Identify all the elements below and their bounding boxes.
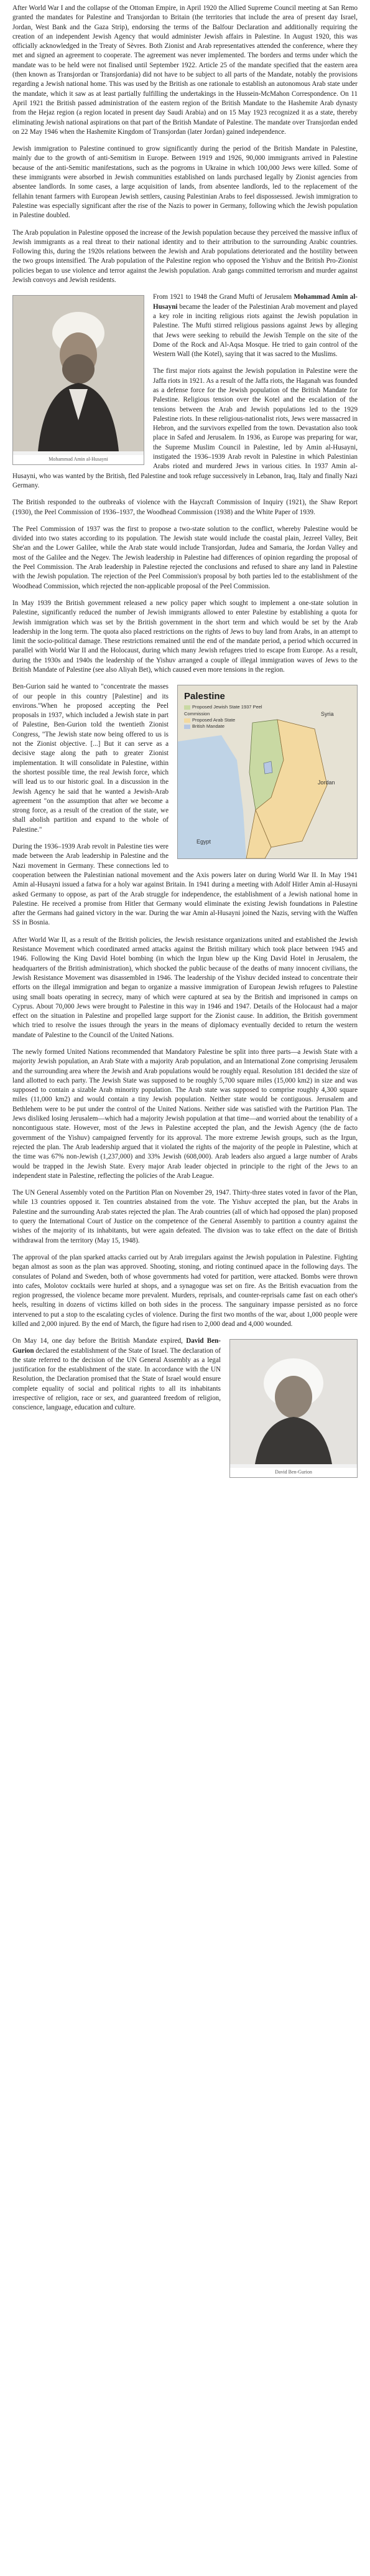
ben-gurion-name: David Ben-Gurion xyxy=(12,1337,221,1355)
map-legend xyxy=(184,704,265,730)
paragraph-un-vote: The UN General Assembly voted on the Partition Plan on November 29, 1947. Thirty-three states voted in favor of the Plan, while 13 countries opposed it. Ten countries abstained from the vote. The Yishuv accepted the plan, but the Arabs in Palestine and the surrounding Arab states rejected the plan. The Arab countries (all of which had opposed the plan) proposed to query the International Court of Justice on the competence of the General Assembly to partition a country against the wishes of the majority of its inhabitants, but were again defeated. The division was to take effect on the date of British withdrawal from the territory (May 15, 1948). xyxy=(12,1189,358,1244)
mufti-photo xyxy=(12,295,144,465)
legend-swatch-british xyxy=(184,725,190,729)
mufti-caption: Mohammad Amin al-Husayni xyxy=(13,455,144,465)
legend-label: British Mandate xyxy=(192,723,225,730)
legend-item xyxy=(184,717,265,723)
paragraph-white-paper: In May 1939 the British government released a new policy paper which sought to implement a one-state solution in Palestine, significantly reduced the number of Jewish immigrants allowed to enter Palestine by establishing a quota for Jewish immigration which was set by the British government in the short term and which would be set by the Arab leadership in the long term. The quota also placed restrictions on the rights of Jews to buy land from Arabs, in an attempt to limit the socio-political damage. These restrictions remained until the end of the mandate period, a period which occurred in parallel with World War II and the Holocaust, during which many Jewish refugees tried to escape from Europe. As a result, during the 1930s and 1940s the leadership of the Yishuv arranged a couple of illegal immigration waves of Jews to the British Mandate of Palestine (see also Aliyah Bet), which caused even more tensions in the region. xyxy=(12,599,358,674)
paragraph-riots: The first major riots against the Jewish population in Palestine were the Jaffa riots in 1921. As a result of the Jaffa riots, the Haganah was founded as a defense force for the Jewish population of the British Mandate for Palestine. Religious tension over the Kotel and the escalation of the tensions between the Arab and Jewish populations led to the 1929 Palestine riots. In these religious-nationalist riots, Jews were massacred in Hebron, and the survivors expelled from the town. Devastation also took place in Safed and Jerusalem. In 1936, as Europe was preparing for war, the Supreme Muslim Council in Palestine, led by Amin al-Husayni, instigated the 1936–1939 Arab revolt in Palestine in which Palestinian Arabs rioted and murdered Jews in various cities. In 1937 Amin al-Husayni, who was wanted by the British, fled Palestine and took refuge successively in Lebanon, Iraq, Italy and finally Nazi Germany. xyxy=(12,367,358,489)
paragraph-arab-opposition: The Arab population in Palestine opposed the increase of the Jewish population because they perceived the massive influx of Jewish immigrants as a real threat to their national identity and to their attribution to the surrounding Arabic countries. Following this, during the 1920s relations between the Jewish and Arab populations deteriorated and the hostility between the two groups intensified. The Arab population of the Palestine region who opposed the Yishuv and the British Pro-Zionist policies began to use violence and terror against the Jewish population. Arab gangs committed terrorism and murder against Jewish convoys and Jewish residents. xyxy=(12,228,358,284)
legend-swatch-jewish xyxy=(184,705,190,710)
declaration-lead: On May 14, one day before the British Mandate expired, xyxy=(12,1337,187,1345)
ben-gurion-caption: David Ben-Gurion xyxy=(230,1468,357,1478)
paragraph-mandate: After World War I and the collapse of the Ottoman Empire, in April 1920 the Allied Supreme Council meeting at San Remo granted the mandates for Palestine and Transjordan to Britain (the territories that include the area of present day Israel, Jordan, West Bank and the Gaza Strip), endorsing the terms of the Balfour Declaration and additionally requiring the creation of an independent Jewish Agency that would administer Jewish affairs in Palestine. In August 1920, this was officially acknowledged in the Treaty of Sèvres. Both Zionist and Arab representatives attended the conference, where they met and signed an agreement to cooperate. The agreement was never implemented. The borders and terms under which the mandate was to be held were not finalised until September 1922. Article 25 of the mandate specified that the eastern area (then known as Transjordan or Transjordania) did not have to be subject to all parts of the Mandate, notably the provisions regarding a Jewish national home. This was used by the British as one rationale to establish an autonomous Arab state under the mandate, which it saw as at least partially fulfilling the undertakings in the Hussein-McMahon Correspondence. On 11 April 1921 the British passed administration of the eastern region of the British Mandate to the Hashemite Arab dynasty from the Hejaz region (a region located in present day Saudi Arabia) and on 15 May 1923 recognized it as a state, thereby eliminating Jewish national aspirations on that part of the British Mandate of Palestine. The mandate over Transjordan ended on 22 May 1946 when the Hashemite Kingdom of Transjordan (later Jordan) gained independence. xyxy=(12,4,358,136)
paragraph-ben-gurion-quote: Ben-Gurion said he wanted to "concentrate the masses of our people in this country [Palestine] and its environs."When he proposed accepting the Peel proposals in 1937, which included a Jewish state in part of Palestine, Ben-Gurion told the twentieth Zionist Congress, "The Jewish state now being offered to us is not the Zionist objective. [...] But it can serve as a decisive stage along the path to greater Zionist implementation. It will consolidate in Palestine, within the shortest possible time, the real Jewish force, which will lead us to our historic goal. In a discussion in the Jewish Agency he said that he wanted a Jewish-Arab agreement "on the assumption that after we become a strong force, as a result of the creation of the state, we shall abolish partition and expand to the whole of Palestine." xyxy=(12,683,169,834)
article xyxy=(12,0,358,1495)
mufti-name: Mohammad Amin al-Husayni xyxy=(153,293,358,311)
paragraph-civil-war: The approval of the plan sparked attacks carried out by Arab irregulars against the Jewish population in Palestine. Fighting began almost as soon as the plan was approved. Shooting, stoning, and rioting continued apace in the following days. The consulates of Poland and Sweden, both of whose governments had voted for partition, were attacked. Bombs were thrown into cafes, Molotov cocktails were hurled at shops, and a synagogue was set on fire. As the British evacuation from the region progressed, the violence became more prevalent. Murders, reprisals, and counter-reprisals came fast on each other's heels, resulting in dozens of victims killed on both sides in the process. The sanguinary impasse persisted as no force intervened to put a stop to the escalating cycles of violence. During the first two months of the war, about 1,000 people were killed and 2,000 injured. By the end of March, the figure had risen to 2,000 dead and 4,000 wounded. xyxy=(12,1253,358,1328)
declaration-text: declared the establishment of the State of Israel. The declaration of the state referred to the decision of the UN General Assembly as a legal justification for the establishment of the state. In accordance with the UN Resolution, the Declaration promised that the State of Israel would ensure complete equality of social and political rights to all its inhabitants irrespective of religion, race or sex, and guaranteed freedom of religion, conscience, language, education and culture. xyxy=(12,1347,221,1412)
legend-label: Proposed Jewish State 1937 Peel Commission xyxy=(184,704,262,717)
paragraph-resistance: After World War II, as a result of the British policies, the Jewish resistance organizations united and established the Jewish Resistance Movement which coordinated armed attacks against the British military which took place between 1945 and 1946. Following the King David Hotel bombing (in which the Irgun blew up the King David Hotel in Jerusalem, the headquarters of the British administration), which shocked the public because of the deaths of many innocent civilians, the Jewish Resistance Movement was disassembled in 1946. The leadership of the Yishuv decided instead to concentrate their efforts on the illegal immigration and began to organize a massive immigration of European Jewish refugees to Palestine using small boats operating in secrecy, many of which were captured at sea by the British and imprisoned in camps on Cyprus. About 70,000 Jews were brought to Palestine in this way in 1946 and 1947. Details of the Holocaust had a major effect on the situation in Palestine and propelled large support for the Zionist cause. In addition, the British government which tried to resolve the issues through the years in the means of diplomacy eventually decided to return the western mandate of Palestine to the Council of the United Nations. xyxy=(12,936,358,1039)
legend-item xyxy=(184,704,265,717)
paragraph-peel: The Peel Commission of 1937 was the first to propose a two-state solution to the conflict, whereby Palestine would be divided into two states according to its population. The Jewish state would include the coastal plain, Jezreel Valley, Beit She'an and the Lower Galilee, while the Arab state would include Transjordan, Judea and Samaria, the Jordan Valley and most of the Galilee and the Negev. The Jewish leadership in Palestine had differences of opinion regarding the proposal of the Peel Commission. The Arab leadership in Palestine rejected the conclusions and refused to share any land in Palestine with the Jewish population. The rejection of the Peel Commission's proposal by both parties led to the establishment of the Woodhead Commission, which rejected the non-applicable proposal of the Peel Commission. xyxy=(12,525,358,590)
mufti-lead: From 1921 to 1948 the Grand Mufti of Jerusalem xyxy=(153,293,294,301)
legend-swatch-arab xyxy=(184,718,190,723)
map-label-egypt: Egypt xyxy=(197,839,211,845)
map-title: Palestine xyxy=(184,691,225,702)
paragraph-commissions: The British responded to the outbreaks of violence with the Haycraft Commission of Inquiry (1921), the Shaw Report (1930), the Peel Commission of 1936–1937, the Woodhead Commission (1938) and the White Paper of 1939. xyxy=(12,499,358,516)
paragraph-partition-plan: The newly formed United Nations recommended that Mandatory Palestine be split into three parts—a Jewish State with a majority Jewish population, an Arab State with a majority Arab population, and an International Zone comprising Jerusalem and the surrounding area where the Jewish and Arab populations would be roughly equal. Resolution 181 decided the size of land allotted to each party. The Jewish State was supposed to be roughly 5,700 square miles (15,000 km2) in size and was supposed to contain a sizable Arab minority population. The Arab state was supposed to comprise roughly 4,300 square miles (11,000 km2) and would contain a tiny Jewish population. Neither state would be contiguous. Jerusalem and Bethlehem were to be put under the control of the United Nations. Neither side was satisfied with the Partition Plan. The Jews disliked losing Jerusalem—which had a majority Jewish population at that time—and worried about the tenability of a noncontiguous state. However, most of the Jews in Palestine accepted the plan, and the Jewish Agency (the de facto government of the Yishuv) campaigned fervently for its approval. The more extreme Jewish groups, such as the Irgun, rejected the plan. The Arab leadership argued that it violated the rights of the majority of the people in Palestine, which at the time was 67% non-Jewish (1,237,000) and 33% Jewish (608,000). Arab leaders also argued a large number of Arabs would be trapped in the Jewish State. Every major Arab leader objected in principle to the right of the Jews to an independent state in Palestine, reflecting the policies of the Arab League. xyxy=(12,1048,358,1180)
paragraph-immigration: Jewish immigration to Palestine continued to grow significantly during the period of the British Mandate in Palestine, mainly due to the growth of anti-Semitism in Europe. Between 1919 and 1926, 90,000 immigrants arrived in Palestine because of the anti-Semitic manifestations, such as the pogroms in Ukraine in which 100,000 Jews were killed. Some of these immigrants were absorbed in Jewish communities established on lands purchased legally by Zionist agencies from absentee landlords. In some cases, a large acquisition of lands, from absentee landlords, led to the replacement of the fellahin tenant farmers with European Jewish settlers, causing Palestinian Arabs to feel dispossessed. Jewish immigration to Palestine was especially significant after the rise of the Nazis to power in Germany, following which the Jewish population in Palestine doubled. xyxy=(12,145,358,220)
mufti-portrait-image xyxy=(13,296,144,451)
legend-item xyxy=(184,723,265,730)
map-label-jordan: Jordan xyxy=(318,779,335,786)
mufti-text: became the leader of the Palestinian Arab movement and played a key role in inciting religious riots against the Jewish population in Palestine. The Mufti stirred religious passions against Jews by alleging that Jews were seeking to rebuild the Jewish Temple on the site of the Dome of the Rock and Al-Aqsa Mosque. He tried to gain control of the Western Wall (the Kotel), saying that it was sacred to the Muslims. xyxy=(153,303,358,359)
peel-partition-map xyxy=(177,685,358,859)
ben-gurion-photo xyxy=(229,1339,358,1478)
ben-gurion-portrait-image xyxy=(230,1340,357,1464)
legend-label: Proposed Arab State xyxy=(192,717,236,723)
map-label-syria: Syria xyxy=(321,711,334,718)
paragraph-nazi-ties: During the 1936–1939 Arab revolt in Palestine ties were made between the Arab leadership in Palestine and the Nazi movement in Germany. These connections led to cooperation between the Palestinian national movement and the Axis powers later on during World War II. In May 1941 Amin al-Husayni issued a fatwa for a holy war against Britain. In 1941 during a meeting with Adolf Hitler Amin al-Husayni asked Germany to oppose, as part of the Arab struggle for independence, the establishment of a Jewish national home in Palestine. He received a promise from Hitler that Germany would eliminate the existing Jewish foundations in Palestine after the Germans had gained victory in the war. During the war Amin al-Husayni joined the Nazis, serving with the Waffen SS in Bosnia. xyxy=(12,843,358,927)
